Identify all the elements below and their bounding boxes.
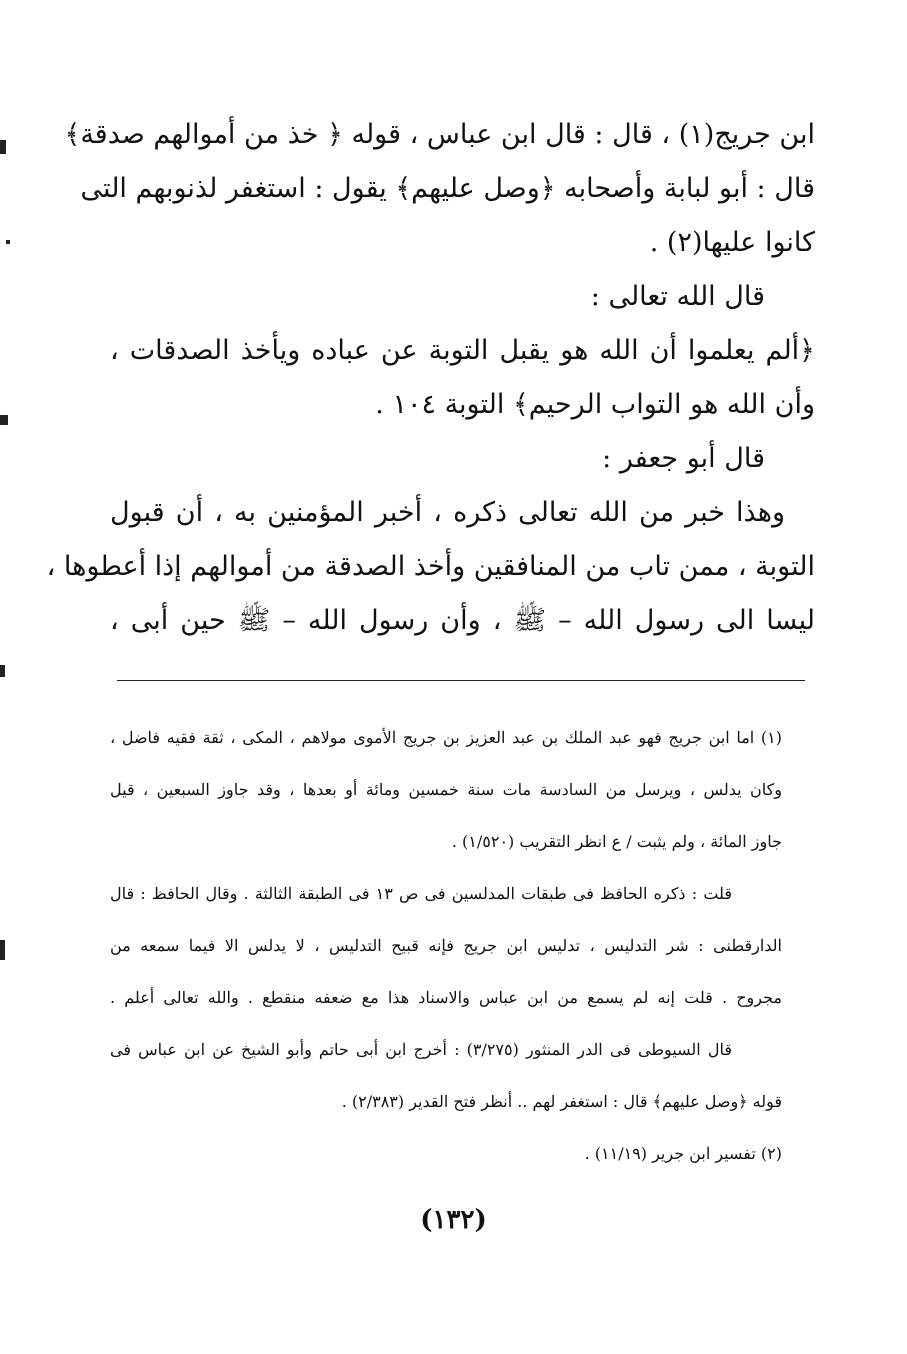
footnotes <box>110 712 782 1180</box>
text-line: قال : أبو لبابة وأصحابه ﴿وصل عليهم﴾ يقول : استغفر لذنوبهم التى <box>80 173 815 204</box>
heading-allah-said: قال الله تعالى : <box>590 281 765 312</box>
main-text <box>46 108 815 648</box>
footnote-1-line: (١) اما ابن جريج فهو عبد الملك بن عبد العزيز بن جريج الأموى مولاهم ، المكى ، ثقة فقيه فاضل ، <box>110 728 782 747</box>
scan-mark <box>0 940 5 960</box>
quran-verse-line: ﴿ألم يعلموا أن الله هو يقبل التوبة عن عباده ويأخذ الصدقات ، <box>110 335 815 366</box>
text-line: ابن جريج(١) ، قال : قال ابن عباس ، قوله ﴿ خذ من أموالهم صدقة﴾ <box>64 119 815 150</box>
scan-mark <box>0 665 5 677</box>
scan-mark <box>0 140 6 154</box>
text-line: كانوا عليها(٢) . <box>649 227 815 258</box>
footnote-note-line: مجروح . قلت إنه لم يسمع من ابن عباس والاسناد هذا مع ضعفه منقطع . والله تعالى أعلم . <box>110 988 783 1007</box>
text-line: التوبة ، ممن تاب من المنافقين وأخذ الصدقة من أموالهم إذا أعطوها ، <box>46 551 815 582</box>
footnote-note-line: قال السيوطى فى الدر المنثور (٣/٢٧٥) : أخرج ابن أبى حاتم وأبو الشيخ عن ابن عباس فى <box>110 1040 732 1059</box>
page-number: (١٣٢) <box>420 1205 487 1235</box>
scan-mark <box>0 415 8 425</box>
footnote-note-line: قلت : ذكره الحافظ فى طبقات المدلسين فى ص ١٣ فى الطبقة الثالثة . وقال الحافظ : قال <box>110 884 732 903</box>
footnote-note-line: قوله ﴿وصل عليهم﴾ قال : استغفر لهم .. أنظر فتح القدير (٢/٣٨٣) . <box>341 1092 782 1111</box>
heading-abu-jafar-said: قال أبو جعفر : <box>602 443 765 474</box>
footnote-2-line: (٢) تفسير ابن جرير (١١/١٩) . <box>584 1144 782 1163</box>
footnote-divider <box>117 680 805 681</box>
text-line: وهذا خبر من الله تعالى ذكره ، أخبر المؤمنين به ، أن قبول <box>110 497 785 528</box>
footnote-1-line: جاوز المائة ، ولم يثبت / ع انظر التقريب (١/٥٢٠) . <box>451 832 782 851</box>
scan-mark <box>6 240 10 244</box>
footnote-1-line: وكان يدلس ، ويرسل من السادسة مات سنة خمسين ومائة أو بعدها ، وقد جاوز السبعين ، قيل <box>110 780 783 799</box>
footnote-note-line: الدارقطنى : شر التدليس ، تدليس ابن جريج فإنه قبيح التدليس ، لا يدلس الا فيما سمعه من <box>110 936 782 955</box>
quran-verse-line: وأن الله هو التواب الرحيم﴾ التوبة ١٠٤ . <box>375 389 815 420</box>
text-line: ليسا الى رسول الله – ﷺ ، وأن رسول الله – ﷺ حين أبى ، <box>110 605 815 636</box>
